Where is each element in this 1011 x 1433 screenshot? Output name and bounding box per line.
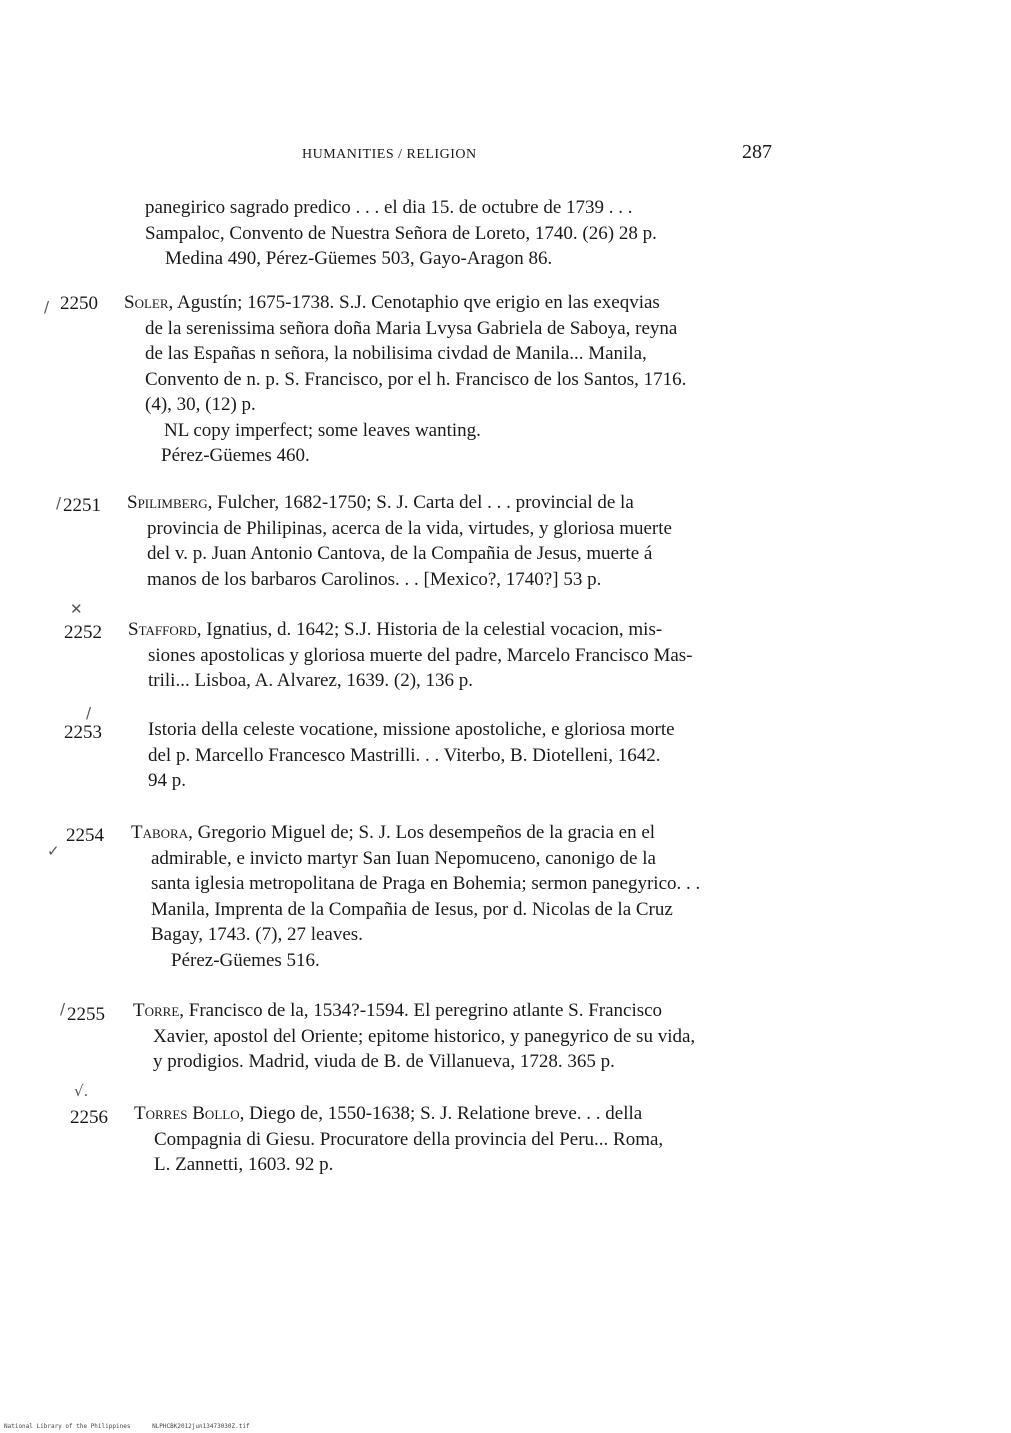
entry-number: 2251 [63,495,101,516]
entry-first-line [124,290,686,316]
entry-2255 [133,998,695,1075]
text-line: de la serenissima señora doña Maria Lvysa Gabriela de Saboya, reyna [145,317,678,339]
handwritten-check-mark: √. [74,1082,89,1100]
entry-number: 2253 [64,722,102,743]
citation-note: Pérez-Güemes 460. [161,445,310,466]
text-line: Francisco de la, 1534?-1594. El peregrino atlante S. Francisco [184,1000,663,1021]
handwritten-check-mark: / [60,1000,66,1018]
handwritten-cross-mark: ✕ [70,600,83,618]
entry-first-line [131,820,700,846]
text-line: santa iglesia metropolitana de Praga en Bohemia; sermon panegyrico. . . [151,873,701,894]
entry-first-line [148,717,675,743]
author-name: Spilimberg, [127,492,213,513]
handwritten-check-mark: / [56,494,62,512]
text-line: de las Españas n señora, la nobilisima civdad de Manila... Manila, [145,343,647,364]
text-line: provincia de Philipinas, acerca de la vida, virtudes, y gloriosa muerte [147,517,672,539]
entry-first-line [134,1101,663,1127]
entry-2250 [124,290,686,469]
text-line: Bagay, 1743. (7), 27 leaves. [151,924,363,945]
entry-number: 2255 [67,1004,105,1025]
handwritten-check-mark: / [44,298,50,316]
footer-library-name: National Library of the Philippines [4,1423,131,1430]
scan-footer [4,1423,268,1430]
entry-number: 2254 [66,825,104,846]
entry-first-line [127,490,672,516]
author-name: Tabora, [131,822,193,843]
text-line: Istoria della celeste vocatione, missione apostoliche, e gloriosa morte [148,719,675,740]
entry-number: 2252 [64,622,102,643]
continuation-paragraph [145,195,657,272]
author-name: Stafford, [128,619,202,640]
citation-note: NL copy imperfect; some leaves wanting. [164,419,481,441]
author-name: Soler, [124,292,174,313]
entry-number: 2256 [70,1107,108,1128]
text-line: Sampaloc, Convento de Nuestra Señora de Loreto, 1740. (26) 28 p. [145,222,657,244]
text-line: admirable, e invicto martyr San Iuan Nepomuceno, canonigo de la [151,847,656,869]
entry-2256 [134,1101,663,1178]
text-line: Fulcher, 1682-1750; S. J. Carta del . . . provincial de la [212,492,634,513]
entry-2252 [128,617,693,694]
handwritten-check-mark: / [86,704,92,722]
footer-file-name: NLPHCBK2012jun13473030Z.tif [152,1423,250,1430]
text-line: del v. p. Juan Antonio Cantova, de la Compañia de Jesus, muerte á [147,543,653,564]
handwritten-check-mark: ✓ [47,842,60,860]
text-line: siones apostolicas y gloriosa muerte del padre, Marcelo Francisco Mas- [148,644,693,666]
text-line: trili... Lisboa, A. Alvarez, 1639. (2), 136 p. [148,670,474,691]
running-header: HUMANITIES / RELIGION [302,147,477,162]
text-line: Agustín; 1675-1738. S.J. Cenotaphio qve erigio en las exeqvias [173,292,660,313]
entry-2254 [131,820,700,973]
text-line: y prodigios. Madrid, viuda de B. de Villanueva, 1728. 365 p. [153,1051,615,1072]
text-line: L. Zannetti, 1603. 92 p. [154,1154,334,1175]
text-line: Convento de n. p. S. Francisco, por el h. Francisco de los Santos, 1716. [145,368,687,390]
text-line: panegirico sagrado predico . . . el dia 15. de octubre de 1739 . . . [145,197,633,218]
text-line: Ignatius, d. 1642; S.J. Historia de la celestial vocacion, mis- [201,619,663,640]
text-line: Compagnia di Giesu. Procuratore della provincia del Peru... Roma, [154,1128,664,1150]
entry-2251 [127,490,672,592]
entry-2253 [148,717,675,794]
text-line: Gregorio Miguel de; S. J. Los desempeños de la gracia en el [192,822,656,843]
page-number: 287 [742,141,772,163]
citation-note: Medina 490, Pérez-Güemes 503, Gayo-Aragon 86. [165,248,553,269]
entry-number: 2250 [60,293,98,314]
text-line: del p. Marcello Francesco Mastrilli. . . Viterbo, B. Diotelleni, 1642. [148,744,661,766]
author-name: Torres Bollo, [134,1103,245,1124]
citation-note: Pérez-Güemes 516. [171,949,320,971]
text-line: Diego de, 1550-1638; S. J. Relatione breve. . . della [244,1103,643,1124]
text-line: (4), 30, (12) p. [145,394,256,415]
entry-first-line [133,998,695,1024]
text-line: Xavier, apostol del Oriente; epitome historico, y panegyrico de su vida, [153,1025,696,1047]
text-line: 94 p. [148,770,186,791]
author-name: Torre, [133,1000,185,1021]
text-line: manos de los barbaros Carolinos. . . [Mexico?, 1740?] 53 p. [147,568,602,590]
entry-first-line [128,617,693,643]
text-line: Manila, Imprenta de la Compañia de Iesus, por d. Nicolas de la Cruz [151,898,673,920]
